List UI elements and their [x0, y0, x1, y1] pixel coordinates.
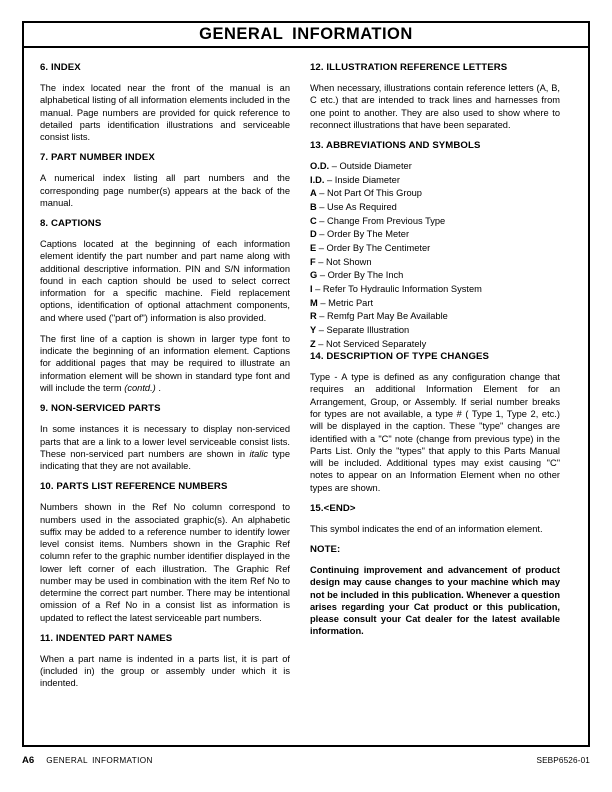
section-body-description-of-type-changes: Type - A type is defined as any configuration change that requires an additional Information Element for an Arrangement, Group, or Assembly. If serial number breaks for types are not available, a type # ( Type 1, Type 2, etc.) will be displayed in the caption. These "type" changes are identified with a "C" note (change from previous type) in the Parts List. Only the "types" that apply to this Parts Manual will be included. Additional types may exist causing "C" notes to appear on an Information Element when no other types are shown.: [310, 372, 560, 493]
abbreviation-item: [310, 269, 560, 283]
section-body-note: Continuing improvement and advancement of product design may cause changes to your machine which may not be included in this publication. Whenever a question arises regarding your Cat product or this publication, please consult your Cat dealer for the latest available information.: [310, 565, 560, 637]
section-heading-non-serviced-parts: 9. NON-SERVICED PARTS: [40, 403, 161, 415]
abbreviation-key: M: [310, 297, 318, 308]
abbreviation-item: [310, 201, 560, 215]
abbreviation-key: G: [310, 270, 318, 281]
abbreviation-description: – Change From Previous Type: [316, 215, 446, 226]
section-body-part-number-index: A numerical index listing all part numbers and the corresponding page number(s) appears at the back of the manual.: [40, 173, 290, 208]
section-heading-parts-list-reference-numbers: 10. PARTS LIST REFERENCE NUMBERS: [40, 481, 228, 493]
abbreviation-description: – Inside Diameter: [324, 174, 400, 185]
abbreviation-key: R: [310, 311, 317, 322]
abbreviation-key: Y: [310, 324, 317, 335]
section-heading-index: 6. INDEX: [40, 62, 81, 73]
abbreviation-description: – Not Serviced Separately: [315, 338, 427, 349]
section-heading-captions: 8. CAPTIONS: [40, 218, 102, 230]
section-heading-indented-part-names: 11. INDENTED PART NAMES: [40, 632, 173, 644]
abbreviation-description: – Separate Illustration: [316, 324, 410, 335]
abbreviation-item: [310, 160, 560, 174]
content-columns: [22, 48, 590, 747]
abbreviation-item: [310, 283, 560, 297]
section-heading-end-symbol: 15.<END>: [310, 502, 356, 514]
abbreviation-item: [310, 215, 560, 229]
section-heading-abbreviations-and-symbols: 13. ABBREVIATIONS AND SYMBOLS: [310, 140, 481, 152]
page-title-band: [22, 21, 590, 48]
abbreviation-key: A: [310, 188, 317, 199]
section-body-non-serviced-parts: In some instances it is necessary to display non-serviced parts that are a link to a lower level serviceable consist lists. These non-serviced part numbers are shown in italic type indicating that they are not available.: [40, 424, 290, 472]
section-body-illustration-reference-letters: When necessary, illustrations contain reference letters (A, B, C etc.) that are intended to track lines and harnesses from one point to another. They are also used to show where to reconnect illustrations that have been separated.: [310, 82, 560, 130]
section-heading-description-of-type-changes: 14. DESCRIPTION OF TYPE CHANGES: [310, 351, 490, 363]
abbreviation-key: O.D.: [310, 161, 330, 172]
abbreviation-item: [310, 187, 560, 201]
abbreviations-list: [310, 160, 560, 351]
abbreviation-description: – Not Part Of This Group: [316, 188, 422, 199]
abbreviation-item: [310, 338, 560, 352]
footer-section-label: GENERAL INFORMATION: [46, 755, 153, 765]
footer-page-number: A6: [22, 754, 35, 766]
abbreviation-item: [310, 297, 560, 311]
left-column: [40, 62, 290, 747]
section-body-captions-2: The first line of a caption is shown in larger type font to indicate the beginning of an information element. Captions for additional pages that may be required to illustrate an information element will be shown in standard type font and will include the term (contd.) .: [40, 333, 290, 393]
abbreviation-key: E: [310, 242, 317, 253]
page-footer: [22, 753, 590, 767]
section-body-parts-list-reference-numbers: Numbers shown in the Ref No column correspond to numbers used in the associated graphic(s). An alphabetic suffix may be added to a reference number to identify lower level consist items. Numbers shown in the Graphic Ref column refer to the graphic number identifier displayed in the lower left corner of each illustration. The Graphic Ref number may be used in combination with the item Ref No to determine the correct part number. There may be intentional omission of a Ref No in a consist list as information is updated to reflect the latest serviceable part numbers.: [40, 502, 290, 623]
abbreviation-description: – Metric Part: [317, 297, 374, 308]
section-heading-note: NOTE:: [310, 544, 341, 556]
abbreviation-item: [310, 174, 560, 188]
abbreviation-description: – Outside Diameter: [329, 161, 412, 172]
abbreviation-item: [310, 310, 560, 324]
abbreviation-item: [310, 228, 560, 242]
abbreviation-description: – Order By The Inch: [317, 270, 404, 281]
abbreviation-description: – Order By The Centimeter: [316, 242, 431, 253]
section-heading-illustration-reference-letters: 12. ILLUSTRATION REFERENCE LETTERS: [310, 62, 508, 73]
abbreviation-key: F: [310, 256, 316, 267]
abbreviation-key: B: [310, 202, 317, 212]
abbreviation-key: Z: [310, 338, 316, 349]
abbreviation-item: [310, 256, 560, 270]
abbreviation-key: I.D.: [310, 174, 325, 185]
abbreviation-item: [310, 324, 560, 338]
section-heading-part-number-index: 7. PART NUMBER INDEX: [40, 152, 155, 164]
abbreviation-description: – Not Shown: [315, 256, 372, 267]
right-column: [310, 62, 560, 747]
abbreviation-description: – Remfg Part May Be Available: [316, 311, 448, 322]
section-body-captions-1: Captions located at the beginning of each information element identify the part number and part name along with additional descriptive information. PIN and S/N information found in each caption should be used to select correct information for a specific machine. Field replacement options, identification of optional attachment components, and where used ("part of") information is also provided.: [40, 239, 290, 323]
page-title: GENERAL INFORMATION: [199, 25, 413, 43]
abbreviation-key: D: [310, 229, 317, 240]
footer-left: [22, 755, 153, 766]
abbreviation-key: I: [310, 283, 313, 294]
abbreviation-description: – Use As Required: [316, 202, 397, 212]
section-body-indented-part-names: When a part name is indented in a parts list, it is part of (included in) the group or assembly under which it is indented.: [40, 653, 290, 689]
abbreviation-description: – Refer To Hydraulic Information System: [312, 283, 482, 294]
section-body-index: The index located near the front of the manual is an alphabetical listing of all information elements included in the manual. Page numbers are provided for quick reference to detailed parts identification illustrations and serviceable consist lists.: [40, 82, 290, 143]
footer-document-number: SEBP6526-01: [536, 755, 590, 765]
section-body-end-symbol: This symbol indicates the end of an information element.: [310, 523, 543, 534]
abbreviation-item: [310, 242, 560, 256]
abbreviation-description: – Order By The Meter: [316, 229, 410, 240]
abbreviation-key: C: [310, 215, 317, 226]
